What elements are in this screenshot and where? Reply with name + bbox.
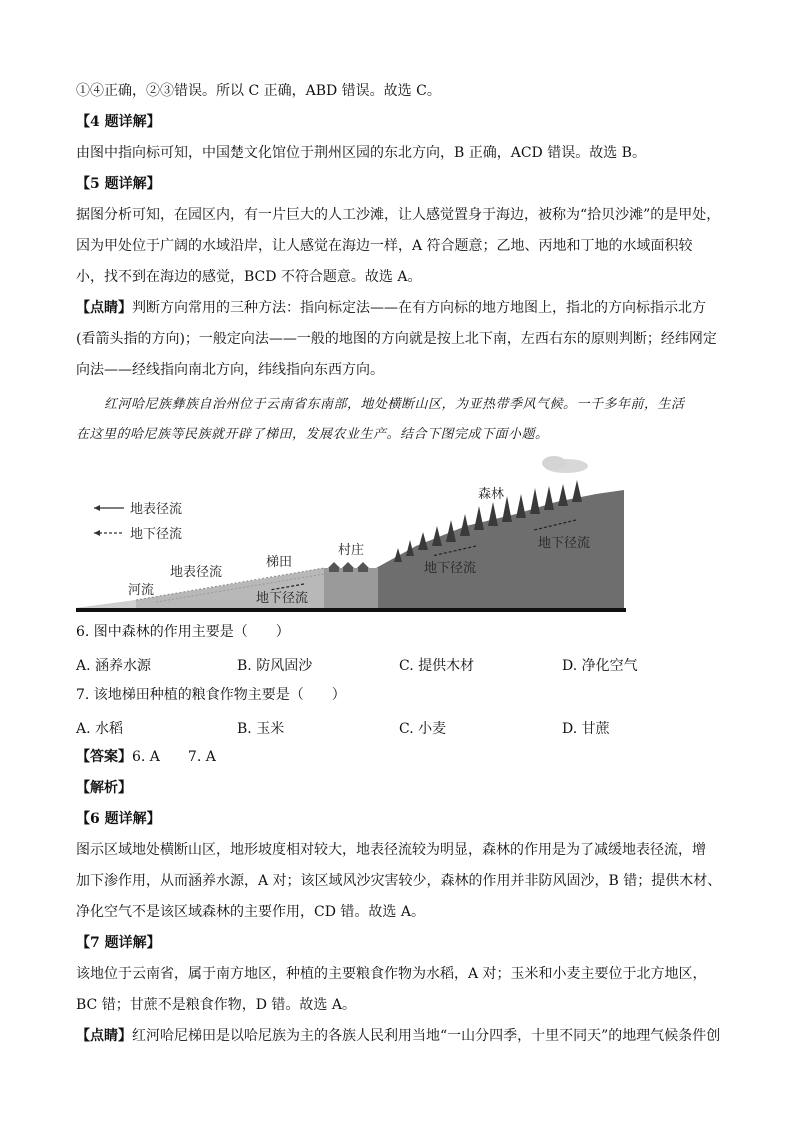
final-tip-text: 红河哈尼梯田是以哈尼族为主的各族人民利用当地“一山分四季，十里不同天”的地理气候条件创 <box>132 1028 721 1044</box>
tip-label: 【点睛】 <box>76 300 132 316</box>
question-7 <box>76 680 724 711</box>
intro-line1: 红河哈尼族彝族自治州位于云南省东南部，地处横断山区，为亚热带季风气候。一千多年前，生活 <box>104 397 685 412</box>
question-7-stem: 7. 该地梯田种植的粮食作物主要是（ ） <box>76 687 346 703</box>
legend-underground-runoff: 地下径流 <box>130 527 183 542</box>
detail-q6-line3: 净化空气不是该区域森林的主要作用，CD 错。故选 A。 <box>76 904 425 920</box>
q6-option-c: C. 提供木材 <box>399 658 475 674</box>
final-tip-label: 【点睛】 <box>76 1028 132 1044</box>
analysis-heading: 【解析】 <box>76 780 132 796</box>
legend <box>94 505 124 536</box>
detail-q7-line2: BC 错；甘蔗不是粮食作物，D 错。故选 A。 <box>76 997 356 1013</box>
label-underground-village: 地下径流 <box>424 561 477 576</box>
label-village: 村庄 <box>338 543 365 558</box>
q7-option-d: D. 甘蔗 <box>562 721 610 737</box>
heading-q4: 【4 题详解】 <box>76 114 161 130</box>
detail-q7-line1: 该地位于云南省，属于南方地区，种植的主要粮食作物为水稻，A 对；玉米和小麦主要位于北方地区， <box>76 966 707 982</box>
ground-line <box>76 608 626 612</box>
final-tip-line <box>76 1021 724 1052</box>
detail-q6-line2: 加下渗作用，从而涵养水源，A 对；该区域风沙灾害较少，森林的作用并非防风固沙，B 错；提供木材、 <box>76 873 722 889</box>
river <box>76 600 136 608</box>
village-block <box>324 568 378 608</box>
question-intro <box>76 390 724 450</box>
q6-option-d: D. 净化空气 <box>562 658 638 674</box>
label-underground-forest: 地下径流 <box>538 536 591 551</box>
label-surface-runoff: 地表径流 <box>170 565 223 580</box>
intro-line2: 在这里的哈尼族等民族就开辟了梯田，发展农业生产。结合下图完成下面小题。 <box>76 427 549 442</box>
question-7-options <box>76 718 724 742</box>
legend-surface-runoff: 地表径流 <box>130 502 183 517</box>
detail-q5-line1: 据图分析可知，在园区内，有一片巨大的人工沙滩，让人感觉置身于海边，被称为“拾贝沙滩”的是甲处， <box>76 207 721 223</box>
explanation-block-top <box>76 76 724 386</box>
question-6-options <box>76 655 724 679</box>
label-river: 河流 <box>128 583 155 598</box>
label-terrace: 梯田 <box>266 555 293 570</box>
house-icons <box>328 562 369 572</box>
answer-analysis-block <box>76 742 724 1052</box>
label-underground-terrace: 地下径流 <box>256 591 309 606</box>
answer-line <box>76 742 724 773</box>
terrace-cross-section-figure <box>76 450 628 618</box>
answer-label: 【答案】 <box>76 749 132 765</box>
answer-text: 6. A 7. A <box>132 749 216 765</box>
detail-q5-line2: 因为甲处位于广阔的水域沿岸，让人感觉在海边一样，A 符合题意；乙地、丙地和丁地的水域面积较 <box>76 238 693 254</box>
heading-q5: 【5 题详解】 <box>76 176 161 192</box>
heading-q6: 【6 题详解】 <box>76 811 161 827</box>
question-6-stem: 6. 图中森林的作用主要是（ ） <box>76 624 290 640</box>
detail-q6-line1: 图示区域地处横断山区，地形坡度相对较大，地表径流较为明显，森林的作用是为了减缓地表径流，增 <box>76 842 706 858</box>
answer-line-3: ①④正确，②③错误。所以 C 正确，ABD 错误。故选 C。 <box>76 83 441 99</box>
tip-text-1: 判断方向常用的三种方法：指向标定法——在有方向标的地方地图上，指北的方向标指示北方 <box>132 300 706 316</box>
q7-option-b: B. 玉米 <box>237 721 285 737</box>
label-forest: 森林 <box>478 487 505 502</box>
detail-q5-line3: 小，找不到在海边的感觉，BCD 不符合题意。故选 A。 <box>76 269 422 285</box>
tip-line2: (看箭头指的方向)；一般定向法——一般的地图的方向就是按上北下南，左西右东的原则判断；经纬网定 <box>76 331 717 347</box>
q7-option-c: C. 小麦 <box>399 721 447 737</box>
tip-line3: 向法——经线指向南北方向，纬线指向东西方向。 <box>76 362 384 378</box>
q6-option-b: B. 防风固沙 <box>237 658 313 674</box>
question-6 <box>76 617 724 648</box>
tip-line1 <box>76 293 724 324</box>
q7-option-a: A. 水稻 <box>76 721 124 737</box>
detail-q4: 由图中指向标可知，中国楚文化馆位于荆州区园的东北方向，B 正确，ACD 错误。故选 B。 <box>76 145 646 161</box>
heading-q7: 【7 题详解】 <box>76 935 161 951</box>
q6-option-a: A. 涵养水源 <box>76 658 152 674</box>
